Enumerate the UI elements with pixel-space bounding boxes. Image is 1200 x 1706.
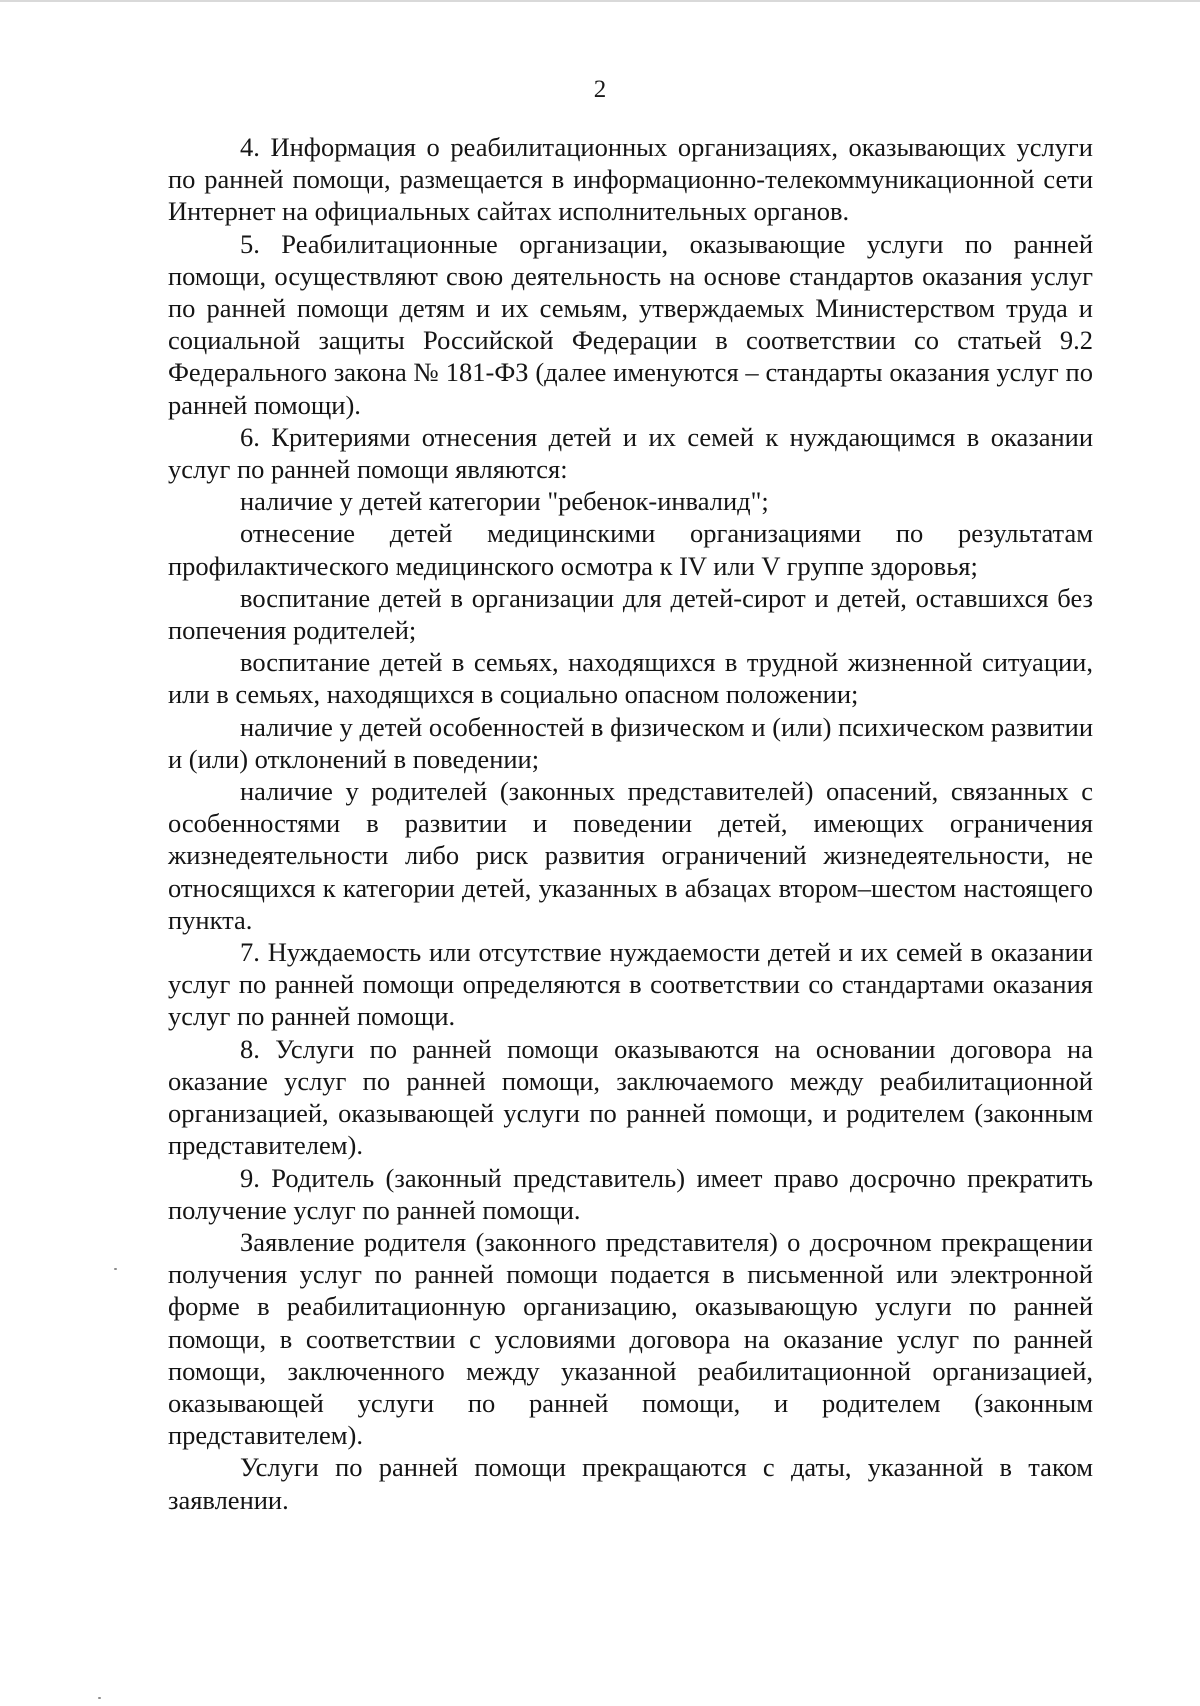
scan-speck bbox=[98, 1697, 101, 1699]
page-number: 2 bbox=[593, 76, 607, 103]
paragraph-9-termination: Услуги по ранней помощи прекращаются с даты, указанной в таком заявлении. bbox=[168, 1452, 1093, 1515]
criterion-difficult-situation: воспитание детей в семьях, находящихся в трудной жизненной ситуации, или в семьях, находящихся в социально опасном положении; bbox=[168, 647, 1093, 710]
paragraph-7: 7. Нуждаемость или отсутствие нуждаемости детей и их семей в оказании услуг по ранней помощи определяются в соответствии со стандартами оказания услуг по ранней помощи. bbox=[168, 937, 1093, 1032]
criterion-development-features: наличие у детей особенностей в физическом и (или) психическом развитии и (или) отклонений в поведении; bbox=[168, 711, 1093, 774]
paragraph-8: 8. Услуги по ранней помощи оказываются на основании договора на оказание услуг по ранней помощи, заключаемого между реабилитационной организацией, оказывающей услуги по ранней помощи, и родителем (законным представителем). bbox=[168, 1033, 1093, 1161]
paragraph-9-application: Заявление родителя (законного представителя) о досрочном прекращении получения услуг по ранней помощи подается в письменной или электронной форме в реабилитационную организацию, оказывающую услуги по ранней помощи, в соответствии с условиями договора на оказание услуг по ранней помощи, заключенного между указанной реабилитационной организацией, оказывающей услуги по ранней помощи, и родителем (законным представителем). bbox=[168, 1226, 1093, 1451]
criterion-parent-concerns: наличие у родителей (законных представителей) опасений, связанных с особенностями в развитии и поведении детей, имеющих ограничения жизнедеятельности либо риск развития ограничений жизнедеятельности, не относящихся к категории детей, указанных в абзацах втором–шестом настоящего пункта. bbox=[168, 776, 1093, 935]
paragraph-4: 4. Информация о реабилитационных организациях, оказывающих услуги по ранней помощи, размещается в информационно-телекоммуникационной сети Интернет на официальных сайтах исполнительных органов. bbox=[168, 132, 1093, 227]
criterion-health-group: отнесение детей медицинскими организациями по результатам профилактического медицинского осмотра к IV или V группе здоровья; bbox=[168, 518, 1093, 581]
paragraph-6: 6. Критериями отнесения детей и их семей к нуждающимся в оказании услуг по ранней помощи являются: bbox=[168, 421, 1093, 485]
paragraph-5: 5. Реабилитационные организации, оказывающие услуги по ранней помощи, осуществляют свою деятельность на основе стандартов оказания услуг по ранней помощи детям и их семьям, утверждаемых Министерством труда и социальной защиты Российской Федерации в соответствии со статьей 9.2 Федерального закона № 181-ФЗ (далее именуются – стандарты оказания услуг по ранней помощи). bbox=[168, 228, 1093, 420]
paragraph-9: 9. Родитель (законный представитель) имеет право досрочно прекратить получение услуг по ранней помощи. bbox=[168, 1162, 1093, 1225]
document-body bbox=[168, 131, 1093, 1516]
scan-top-edge bbox=[0, 0, 1200, 2]
criterion-orphans: воспитание детей в организации для детей-сирот и детей, оставшихся без попечения родителей; bbox=[168, 582, 1093, 646]
criterion-disabled-child: наличие у детей категории "ребенок-инвалид"; bbox=[240, 486, 769, 517]
scan-speck bbox=[114, 1268, 117, 1270]
